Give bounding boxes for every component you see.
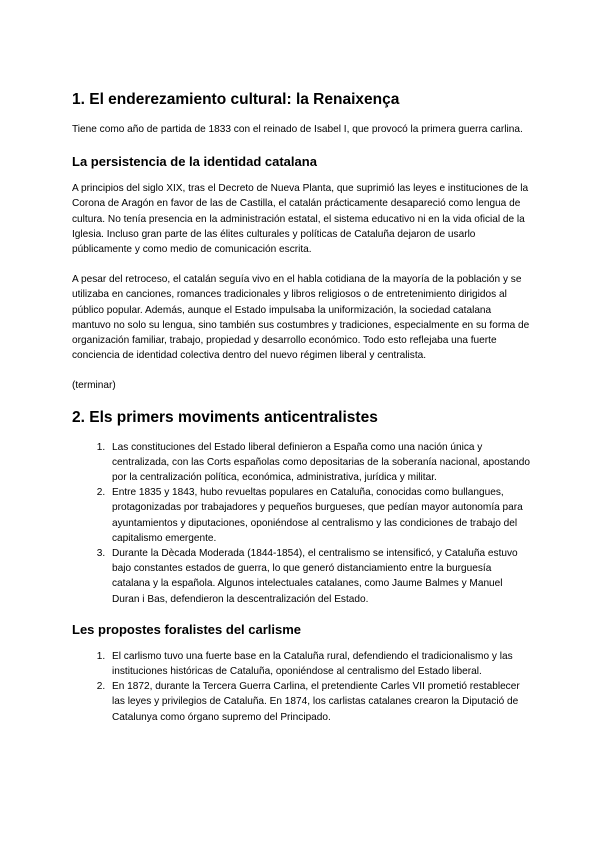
section-1-intro: Tiene como año de partida de 1833 con el reinado de Isabel I, que provocó la primera guerra carlina. bbox=[72, 124, 523, 135]
paragraph: A pesar del retroceso, el catalán seguía vivo en el habla cotidiana de la mayoría de la población y se utilizaba en canciones, romances tradicionales y libros religiosos o de entretenimiento dirigidos al público popular. Además, aunque el Estado impulsaba la uniformización, la sociedad catalana mantuvo no solo su lengua, sino también sus costumbres y tradiciones, especialmente en su forma de organización familiar, trabajo, propiedad y desarrollo económico. Todo esto reflejaba una fuerte conciencia de identidad colectiva dentro del nuevo régimen liberal y centralista. bbox=[72, 274, 530, 362]
list-item: 2. Entre 1835 y 1843, hubo revueltas populares en Cataluña, conocidas como bullangues, protagonizadas por trabajadores y pequeños burgueses, que pedían mayor autonomía para ayuntamientos y diputaciones, oponiéndose al centralismo y las condiciones de trabajo del capitalismo emergente. bbox=[108, 485, 532, 546]
section-2-subtitle: Les propostes foralistes del carlisme bbox=[72, 621, 302, 637]
document-body bbox=[72, 90, 532, 725]
section-1-subtitle: La persistencia de la identidad catalana bbox=[72, 154, 317, 170]
list-item: 2. En 1872, durante la Tercera Guerra Carlina, el pretendiente Carles VII prometió restablecer las leyes y privilegios de Cataluña. En 1874, los carlistas catalanes crearon la Diputació de Catalunya como órgano supremo del Principado. bbox=[108, 679, 532, 725]
list-item: 1. Las constituciones del Estado liberal definieron a España como una nación única y centralizada, con las Corts españolas como depositarias de la soberanía nacional, apostando por la centralización política, económica, administrativa, jurídica y militar. bbox=[108, 440, 532, 486]
section-1-title: 1. El enderezamiento cultural: la Renaixença bbox=[72, 91, 400, 108]
paragraph: A principios del siglo XIX, tras el Decreto de Nueva Planta, que suprimió las leyes e instituciones de la Corona de Aragón en favor de las de Castilla, el catalán prácticamente desapareció como lengua de cultura. No tenía presencia en la administración estatal, el sistema educativo ni en la vida oficial de la Iglesia. Incluso gran parte de las élites culturales y políticas de Cataluña dejaron de usarlo públicamente y como medio de comunicación escrita. bbox=[72, 183, 529, 256]
list-item: 3. Durante la Dècada Moderada (1844-1854), el centralismo se intensificó, y Cataluña estuvo bajo constantes estados de guerra, lo que generó distanciamiento entre la burguesía catalana y la española. Algunos intelectuales catalanes, como Jaume Balmes y Manuel Duran i Bas, defendieron la descentralización del Estado. bbox=[108, 546, 532, 607]
section-2-sublist bbox=[72, 649, 532, 725]
paragraph-note: (terminar) bbox=[72, 380, 116, 392]
section-2-title: 2. Els primers moviments anticentralistes bbox=[72, 408, 378, 426]
section-2-list bbox=[72, 440, 532, 607]
list-item: 1. El carlismo tuvo una fuerte base en la Cataluña rural, defendiendo el tradicionalismo y las instituciones históricas de Cataluña, oponiéndose al centralismo del Estado liberal. bbox=[108, 649, 532, 679]
